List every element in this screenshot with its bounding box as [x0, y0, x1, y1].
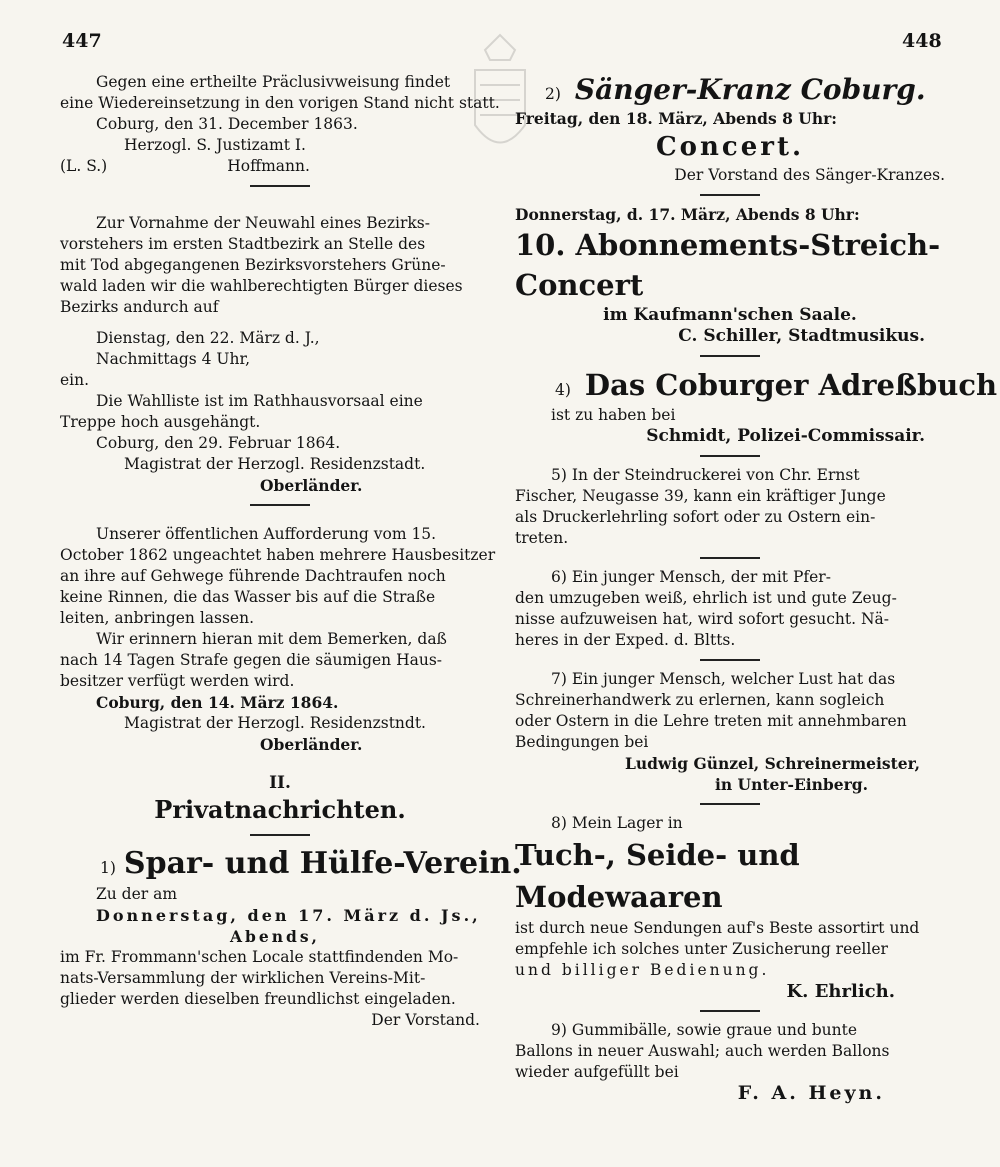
- divider: [250, 504, 310, 506]
- place-date: Coburg, den 14. März 1864.: [96, 693, 339, 712]
- text-line: Ballons in neuer Auswahl; auch werden Ballons: [515, 1042, 890, 1060]
- divider: [700, 659, 760, 661]
- text-line: als Druckerlehrling sofort oder zu Ostern ein-: [515, 508, 876, 526]
- divider: [250, 834, 310, 836]
- election-time: Nachmittags 4 Uhr,: [96, 350, 251, 368]
- signature: C. Schiller, Stadtmusikus.: [678, 326, 925, 346]
- text-line: 9) Gummibälle, sowie graue und bunte: [551, 1021, 858, 1039]
- divider: [700, 557, 760, 559]
- item-title: Sänger-Kranz Coburg.: [574, 73, 926, 106]
- item-schreiner: [515, 669, 945, 795]
- item-heading: [515, 365, 998, 405]
- text-line: Unserer öffentlichen Aufforderung vom 15.: [96, 525, 437, 543]
- event-name: Concert.: [655, 132, 805, 162]
- text-line: Zu der am: [96, 885, 178, 903]
- divider: [700, 1010, 760, 1012]
- item-title: Spar- und Hülfe-Verein.: [123, 846, 522, 881]
- item-adressbuch: [515, 365, 998, 447]
- text-line: an ihre auf Gehwege führende Dachtraufen noch: [60, 567, 446, 585]
- item-spar-verein: [60, 844, 522, 1031]
- event-date: Freitag, den 18. März, Abends 8 Uhr:: [515, 109, 837, 128]
- item-number: 2): [545, 85, 561, 103]
- text-line: 7) Ein junger Mensch, welcher Lust hat das: [551, 670, 896, 688]
- text-line: nach 14 Tagen Strafe gegen die säumigen Haus-: [60, 651, 443, 669]
- election-date: Dienstag, den 22. März d. J.,: [96, 329, 320, 347]
- place-date: Coburg, den 29. Februar 1864.: [96, 434, 341, 452]
- text-line: oder Ostern in die Lehre treten mit annehmbaren: [515, 712, 907, 730]
- text-line: Bezirks andurch auf: [60, 298, 219, 316]
- divider: [700, 355, 760, 357]
- venue: im Kaufmann'schen Saale.: [603, 305, 857, 325]
- item-steindruckerei: [515, 465, 945, 549]
- divider: [250, 185, 310, 187]
- text-line: den umzugeben weiß, ehrlich ist und gute Zeug-: [515, 589, 897, 607]
- text-line: besitzer verfügt werden wird.: [60, 672, 295, 690]
- text-line: leiten, anbringen lassen.: [60, 609, 255, 627]
- section-numeral: II.: [269, 773, 291, 793]
- text-line: keine Rinnen, die das Wasser bis auf die Straße: [60, 588, 436, 606]
- text-line: ist durch neue Sendungen auf's Beste assortirt und: [515, 919, 920, 937]
- item-streich-concert: [515, 204, 945, 347]
- seal-mark: (L. S.): [60, 157, 108, 175]
- item-gummibaelle: [515, 1020, 945, 1104]
- signature: Hoffmann.: [227, 157, 310, 175]
- text-line: 6) Ein junger Mensch, der mit Pfer-: [551, 568, 831, 586]
- item-junger-mensch-pferde: [515, 567, 945, 651]
- text-line: Zur Vornahme der Neuwahl eines Bezirks-: [96, 214, 430, 232]
- text-line: treten.: [515, 529, 569, 547]
- right-column: [515, 72, 998, 1104]
- text-line: im Fr. Frommann'schen Locale stattfindenden Mo-: [60, 948, 459, 966]
- text-line: nisse aufzuweisen hat, wird sofort gesucht. Nä-: [515, 610, 890, 628]
- notice-praeclusion: [60, 72, 500, 177]
- signature: Ludwig Günzel, Schreinermeister,: [625, 754, 921, 773]
- notice-gutters: [60, 524, 500, 755]
- office: Herzogl. S. Justizamt I.: [124, 136, 306, 154]
- text-line: Fischer, Neugasse 39, kann ein kräftiger Junge: [515, 487, 886, 505]
- place-date: Coburg, den 31. December 1863.: [96, 115, 358, 133]
- signature: Der Vorstand des Sänger-Kranzes.: [674, 166, 945, 184]
- signature: Der Vorstand.: [371, 1011, 480, 1029]
- item-number: 1): [100, 859, 116, 877]
- text-line: 8) Mein Lager in: [551, 814, 683, 832]
- divider: [700, 455, 760, 457]
- office: Magistrat der Herzogl. Residenzstadt.: [124, 455, 426, 473]
- text-line: Die Wahlliste ist im Rathhausvorsaal eine: [96, 392, 423, 410]
- text-line: Treppe hoch ausgehängt.: [60, 413, 261, 431]
- text-line: eine Wiedereinsetzung in den vorigen Stand nicht statt.: [60, 94, 500, 112]
- signature: Oberländer.: [260, 735, 363, 754]
- text-line: Wir erinnern hieran mit dem Bemerken, daß: [96, 630, 447, 648]
- text-line: ist zu haben bei: [551, 406, 676, 424]
- text-line: mit Tod abgegangenen Bezirksvorstehers Grüne-: [60, 256, 446, 274]
- text-line: und billiger Bedienung.: [515, 961, 770, 979]
- text-line: Gegen eine ertheilte Präclusivweisung findet: [96, 73, 451, 91]
- text-line: October 1862 ungeachtet haben mehrere Hausbesitzer: [60, 546, 496, 564]
- text-line: heres in der Exped. d. Bltts.: [515, 631, 736, 649]
- item-title: 10. Abonnements-Streich-Concert: [515, 228, 941, 302]
- item-title: Das Coburger Adreßbuch: [584, 368, 998, 402]
- section-title: Privatnachrichten.: [154, 795, 406, 824]
- meeting-date: Donnerstag, den 17. März d. Js.,: [96, 906, 481, 925]
- page-number-left: 447: [62, 30, 102, 52]
- meeting-time: Abends,: [230, 927, 320, 946]
- page-number-right: 448: [902, 30, 942, 52]
- left-column: [60, 72, 522, 1031]
- signature-location: in Unter-Einberg.: [715, 775, 869, 794]
- text-line: wieder aufgefüllt bei: [515, 1063, 679, 1081]
- item-saenger-kranz: [515, 72, 945, 186]
- text-line: nats-Versammlung der wirklichen Vereins-Mit-: [60, 969, 426, 987]
- text-line: Bedingungen bei: [515, 733, 649, 751]
- office: Magistrat der Herzogl. Residenzstndt.: [124, 714, 426, 732]
- text-line: wald laden wir die wahlberechtigten Bürger dieses: [60, 277, 463, 295]
- signature: F. A. Heyn.: [737, 1082, 885, 1104]
- event-date: Donnerstag, d. 17. März, Abends 8 Uhr:: [515, 205, 860, 224]
- signature: Oberländer.: [260, 476, 363, 495]
- signature: Schmidt, Polizei-Commissair.: [646, 426, 925, 446]
- signature: K. Ehrlich.: [786, 981, 895, 1002]
- seal-signature-line: [60, 156, 500, 177]
- text-line: vorstehers im ersten Stadtbezirk an Stelle des: [60, 235, 426, 253]
- notice-election: [60, 213, 500, 496]
- item-title: Tuch-, Seide- und Modewaaren: [515, 838, 800, 914]
- text-line: glieder werden dieselben freundlichst eingeladen.: [60, 990, 456, 1008]
- text-line: ein.: [60, 371, 90, 389]
- item-number: 4): [555, 381, 571, 399]
- divider: [700, 803, 760, 805]
- divider: [700, 194, 760, 196]
- text-line: 5) In der Steindruckerei von Chr. Ernst: [551, 466, 860, 484]
- text-line: Schreinerhandwerk zu erlernen, kann sogleich: [515, 691, 885, 709]
- item-modewaaren: [515, 813, 945, 1002]
- item-heading: [515, 72, 945, 108]
- text-line: empfehle ich solches unter Zusicherung reeller: [515, 940, 888, 958]
- item-heading: [60, 844, 522, 884]
